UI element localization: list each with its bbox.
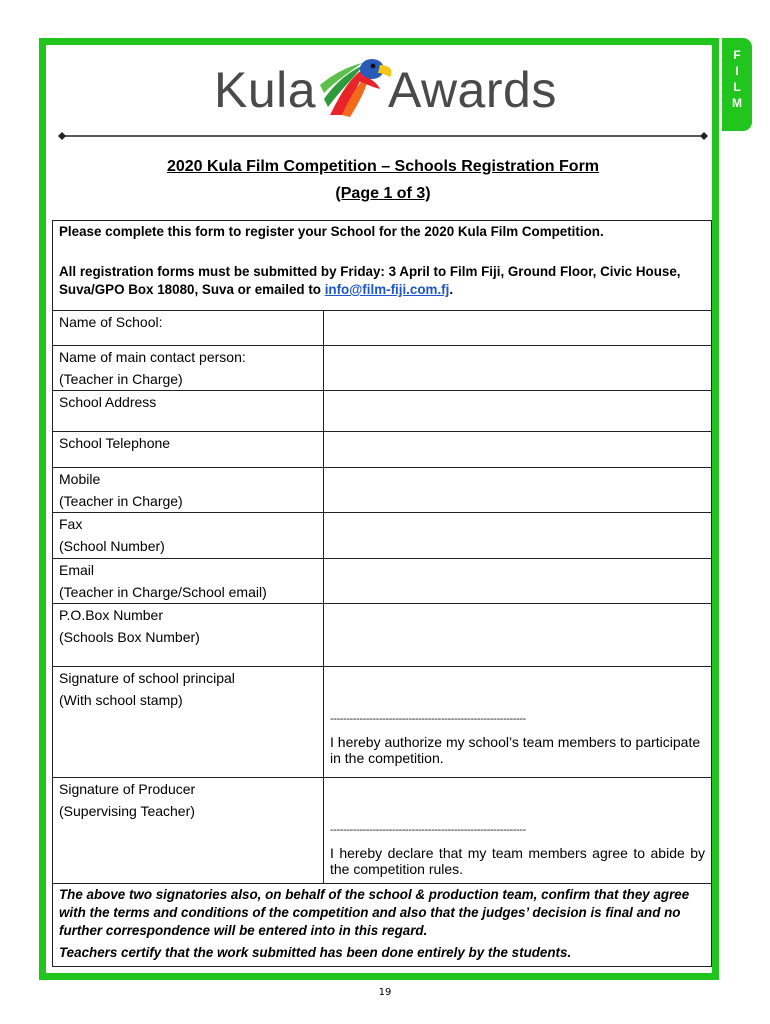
- label-mobile: Mobile (Teacher in Charge): [53, 468, 324, 513]
- contact-person-field[interactable]: [324, 346, 712, 391]
- pobox-field[interactable]: [324, 604, 712, 667]
- logo-word-awards: Awards: [388, 62, 557, 118]
- tab-letter: L: [733, 80, 741, 94]
- page-indicator: (Page 1 of 3): [335, 185, 431, 202]
- producer-declaration-note: I hereby declare that my team members agree to abide by the competition rules.: [330, 845, 705, 877]
- tab-letter: M: [732, 96, 742, 110]
- logo-word-kula: Kula: [214, 62, 317, 118]
- kula-awards-logo: [210, 55, 590, 123]
- header-divider: [58, 131, 708, 141]
- principal-signature-field[interactable]: [324, 667, 712, 778]
- label-producer-signature: Signature of Producer (Supervising Teacher): [53, 778, 324, 884]
- registration-table: [52, 220, 712, 967]
- intro-line: Please complete this form to register your School for the 2020 Kula Film Competition.: [59, 224, 604, 239]
- label-school-name: Name of School:: [53, 311, 324, 346]
- declaration-paragraph: The above two signatories also, on behalf of the school & production team, confirm that they agree with the terms and conditions of the competition and also that the judges’ decision is final and no further correspondence will be entered into in this regard.: [59, 887, 690, 938]
- label-email: Email (Teacher in Charge/School email): [53, 559, 324, 604]
- label-pobox: P.O.Box Number (Schools Box Number): [53, 604, 324, 667]
- signature-line: ------------------------------------------------------------: [330, 824, 526, 836]
- label-school-telephone: School Telephone: [53, 432, 324, 468]
- email-field[interactable]: [324, 559, 712, 604]
- submission-instructions: All registration forms must be submitted by Friday: 3 April to Film Fiji, Ground Floor, Civic House, Suva/GPO Box 18080, Suva or emailed to info@film-fiji.com.fj.: [59, 264, 681, 297]
- label-contact-person: Name of main contact person: (Teacher in Charge): [53, 346, 324, 391]
- certification-paragraph: Teachers certify that the work submitted has been done entirely by the students.: [59, 945, 572, 960]
- fax-field[interactable]: [324, 513, 712, 559]
- producer-signature-field[interactable]: [324, 778, 712, 884]
- film-side-tab: [722, 38, 752, 131]
- page-number: 19: [378, 987, 392, 998]
- email-link[interactable]: info@film-fiji.com.fj: [324, 282, 450, 297]
- school-telephone-field[interactable]: [324, 432, 712, 468]
- intro-block: [53, 221, 712, 311]
- declaration-block: [53, 884, 712, 967]
- form-title: 2020 Kula Film Competition – Schools Registration Form: [166, 158, 600, 175]
- principal-authorization-note: I hereby authorize my school’s team members to participate in the competition.: [330, 734, 701, 766]
- signature-line: ------------------------------------------------------------: [330, 713, 526, 725]
- school-address-field[interactable]: [324, 391, 712, 432]
- label-fax: Fax (School Number): [53, 513, 324, 559]
- tab-letter: I: [735, 64, 739, 78]
- label-school-address: School Address: [53, 391, 324, 432]
- label-principal-signature: Signature of school principal (With school stamp): [53, 667, 324, 778]
- school-name-field[interactable]: [324, 311, 712, 346]
- mobile-field[interactable]: [324, 468, 712, 513]
- tab-letter: F: [733, 48, 741, 62]
